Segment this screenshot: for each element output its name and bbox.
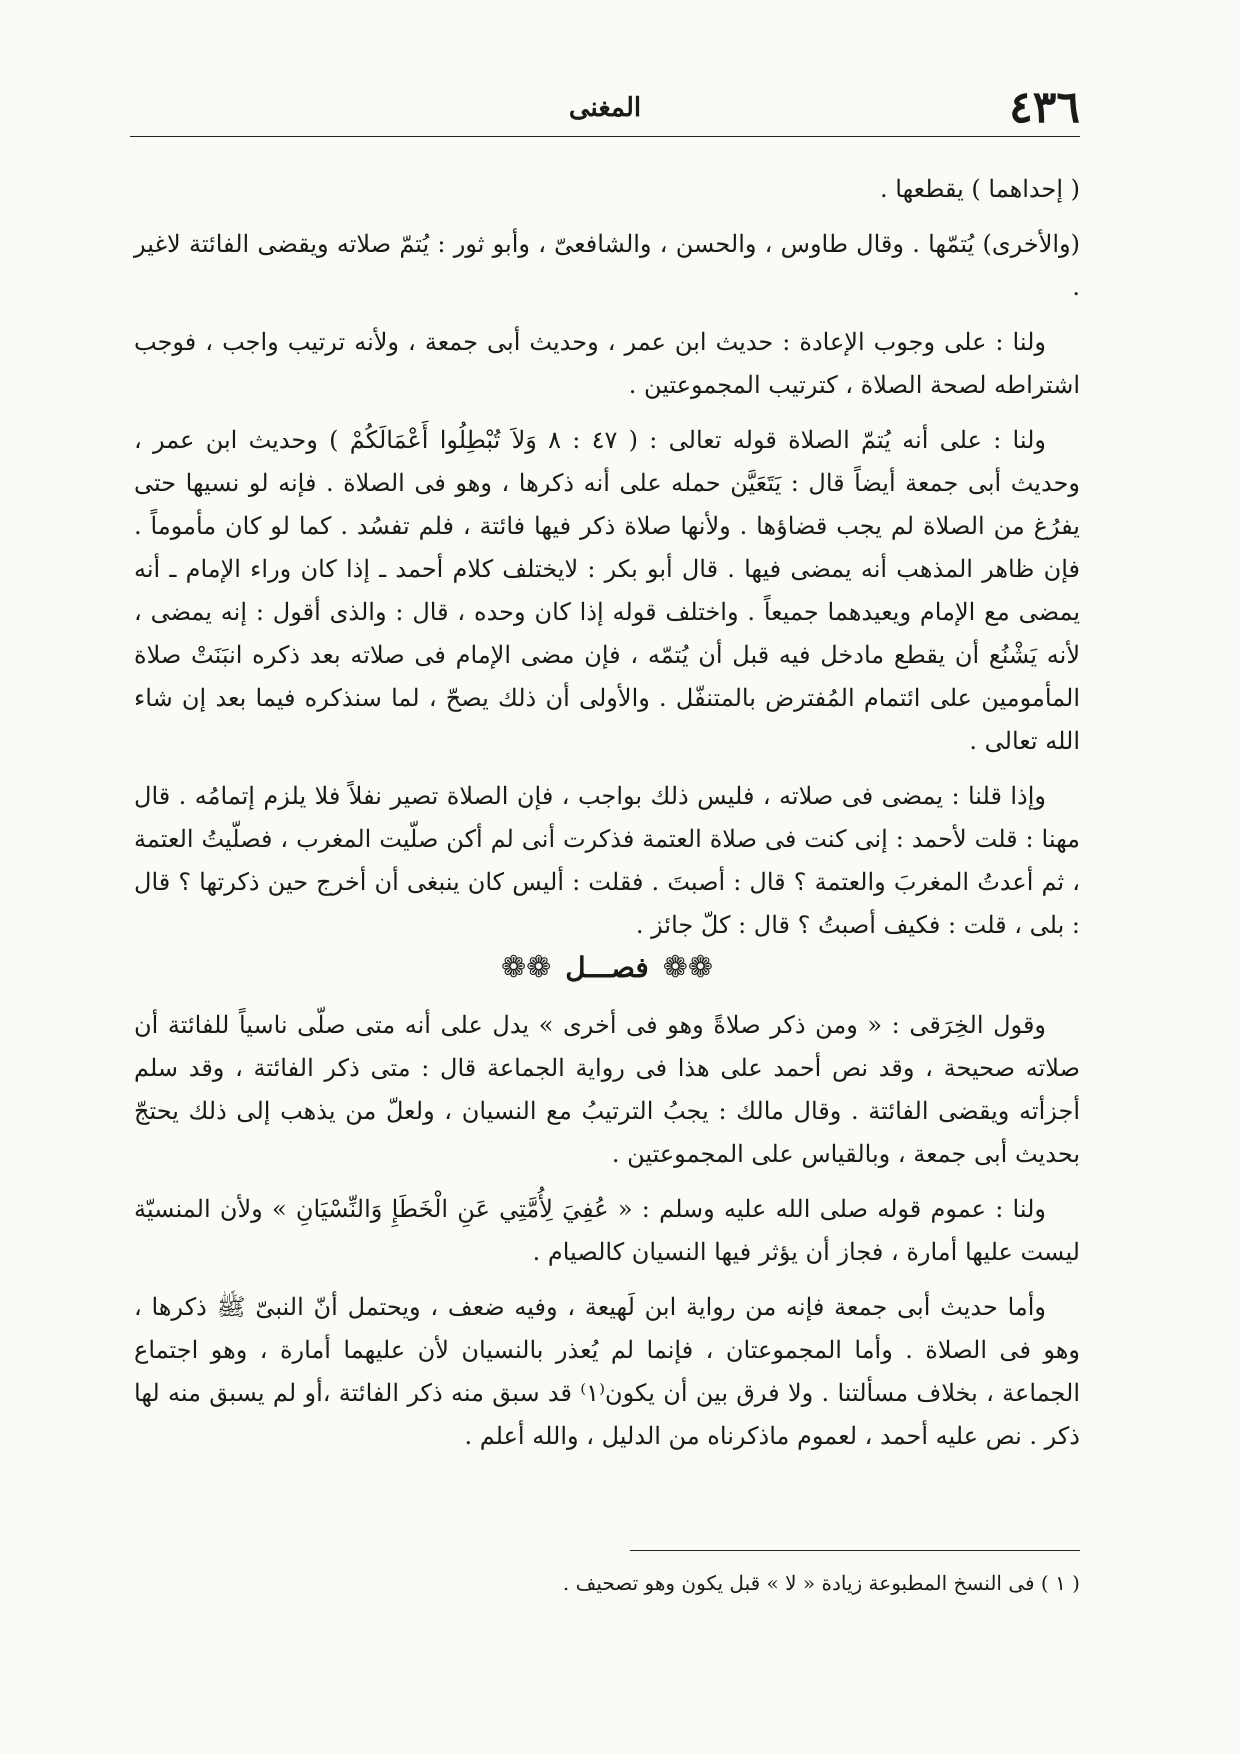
paragraph: ولنا : على أنه يُتمّ الصلاة قوله تعالى : ( ٤٧ : ٨ وَلاَ تُبْطِلُوا أَعْمَالَكُمْ ) وحديث ابن عمر ، وحديث أبى جمعة أيضاً قال : يَتَعَيَّن حمله على أنه ذكرها ، وهو فى الصلاة . فإنه لو نسيها حتى يفرُغ من الصلاة لم يجب قضاؤها . ولأنها صلاة ذكر فيها فائتة ، فلم تفسُد . كما لو كان مأموماً . فإن ظاهر المذهب أنه يمضى فيها . قال أبو بكر : لايختلف كلام أحمد ـ إذا كان وراء الإمام ـ أنه يمضى مع الإمام ويعيدهما جميعاً . واختلف قوله إذا كان وحده ، قال : والذى أقول : إنه يمضى ، لأنه يَشْنُع أن يقطع مادخل فيه قبل أن يُتمّه ، فإن مضى الإمام فى صلاته بعد ذكره انبَنَتْ صلاة المأمومين على ائتمام المُفترض بالمتنفّل . والأولى أن ذلك يصحّ ، لما سنذكره فيما بعد إن شاء الله تعالى .: [134, 426, 1081, 755]
paragraph: وإذا قلنا : يمضى فى صلاته ، فليس ذلك بواجب ، فإن الصلاة تصير نفلاً فلا يلزم إتمامُه . قال مهنا : قلت لأحمد : إنى كنت فى صلاة العتمة فذكرت أنى لم أكن صلّيت المغرب ، فصلّيتُ العتمة ، ثم أعدتُ المغربَ والعتمة ؟ قال : أصبتَ . فقلت : أليس كان ينبغى أن أخرج حين ذكرتها ؟ قال : بلى ، قلت : فكيف أصبتُ ؟ قال : كلّ جائز .: [134, 782, 1080, 939]
section-label: فصـــل: [565, 950, 649, 984]
page-header: [130, 82, 1080, 134]
body-text-lower: [134, 1004, 1080, 1470]
running-title: المغنى: [568, 93, 642, 123]
body-text-upper: [134, 168, 1080, 959]
paragraph: (والأخرى) يُتمّها . وقال طاوس ، والحسن ، والشافعىّ ، وأبو ثور : يُتمّ صلاته ويقضى الفائتة لاغير .: [134, 230, 1080, 301]
paragraph: وأما حديث أبى جمعة فإنه من رواية ابن لَهيعة ، وفيه ضعف ، ويحتمل أنّ النبىّ ﷺ ذكرها ، وهو فى الصلاة . وأما المجموعتان ، فإنما لم يُعذر بالنسيان لأن عليهما أمارة ، وهو اجتماع الجماعة ، بخلاف مسألتنا . ولا فرق بين أن يكون⁽١⁾ قد سبق منه ذكر الفائتة ،أو لم يسبق منه لها ذكر . نص عليه أحمد ، لعموم ماذكرناه من الدليل ، والله أعلم .: [134, 1293, 1080, 1450]
page-number: ٤٣٦: [1009, 82, 1080, 133]
paragraph: ( إحداهما ) يقطعها .: [880, 175, 1080, 203]
header-rule: [130, 136, 1080, 137]
ornament-icon: ❁❁: [500, 949, 552, 985]
paragraph: ولنا : عموم قوله صلى الله عليه وسلم : « عُفِيَ لِأُمَّتِي عَنِ الْخَطَإِ وَالنِّسْيَانِ » ولأن المنسيّة ليست عليها أمارة ، فجاز أن يؤثر فيها النسيان كالصيام .: [134, 1195, 1080, 1266]
section-heading: [134, 944, 1080, 990]
paragraph: ولنا : على وجوب الإعادة : حديث ابن عمر ، وحديث أبى جمعة ، ولأنه ترتيب واجب ، فوجب اشتراطه لصحة الصلاة ، كترتيب المجموعتين .: [134, 328, 1080, 399]
footnote-rule: [630, 1550, 1080, 1551]
paragraph: وقول الخِرَقى : « ومن ذكر صلاةً وهو فى أخرى » يدل على أنه متى صلّى ناسياً للفائتة أن صلاته صحيحة ، وقد نص أحمد على هذا فى رواية الجماعة قال : متى ذكر الفائتة ، وقد سلم أجزأته ويقضى الفائتة . وقال مالك : يجبُ الترتيبُ مع النسيان ، ولعلّ من يذهب إلى ذلك يحتجّ بحديث أبى جمعة ، وبالقياس على المجموعتين .: [134, 1011, 1080, 1168]
ornament-icon: ❁❁: [662, 949, 714, 985]
footnote: ( ١ ) فى النسخ المطبوعة زيادة « لا » قبل يكون وهو تصحيف .: [562, 1571, 1080, 1595]
